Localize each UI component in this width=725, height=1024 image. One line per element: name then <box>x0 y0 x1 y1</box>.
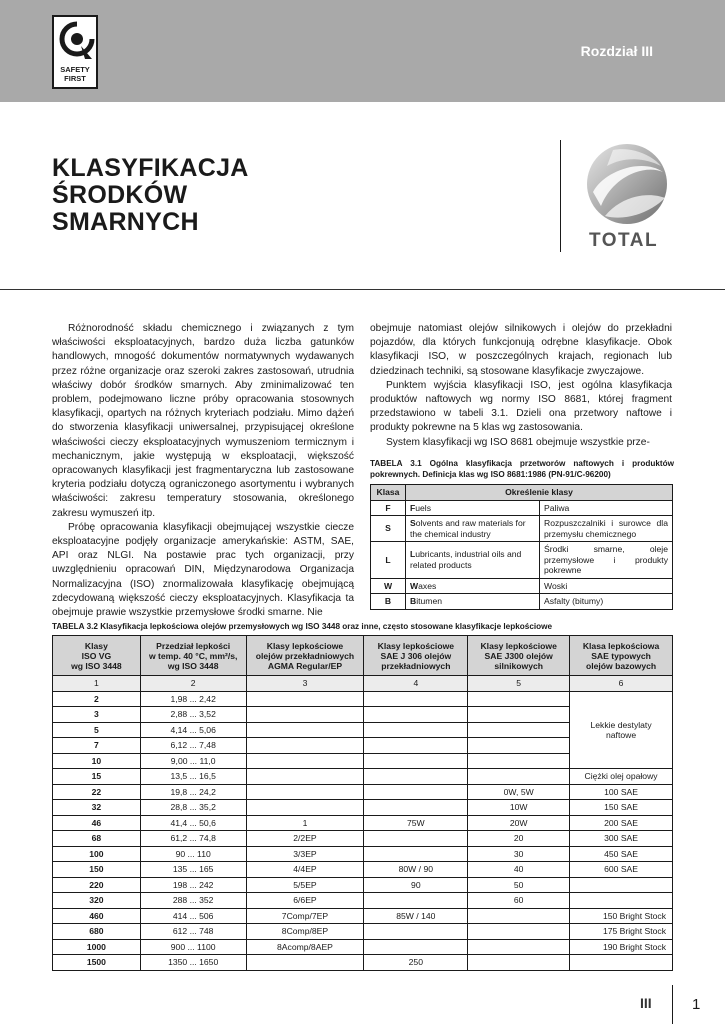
sae-j306-class <box>364 831 468 847</box>
class-name-rest: olvents and raw materials for the chemical industry <box>410 518 526 539</box>
table-product-classes <box>370 484 673 610</box>
table2-header-cell <box>53 636 141 676</box>
agma-class: 8Comp/8EP <box>246 924 364 940</box>
iso-vg-class: 15 <box>53 769 141 785</box>
sae-j300-class <box>468 939 570 955</box>
table-row <box>53 800 673 816</box>
agma-class: 4/4EP <box>246 862 364 878</box>
table2-body <box>53 676 673 971</box>
iso-vg-class: 100 <box>53 846 141 862</box>
table-row <box>53 955 673 971</box>
header-line: olejów bazowych <box>585 660 657 671</box>
iso-vg-class: 68 <box>53 831 141 847</box>
safety-first-logo <box>52 15 98 89</box>
class-initial: L <box>410 549 416 560</box>
class-name-pl: Asfalty (bitumy) <box>540 594 673 610</box>
sae-j306-class <box>364 893 468 909</box>
column-number: 1 <box>53 676 141 692</box>
viscosity-range: 612 ... 748 <box>140 924 246 940</box>
header-line: silnikowych <box>494 660 544 671</box>
viscosity-range: 90 ... 110 <box>140 846 246 862</box>
agma-class: 2/2EP <box>246 831 364 847</box>
class-name-en <box>406 594 540 610</box>
base-oil-class <box>570 893 673 909</box>
viscosity-range: 1350 ... 1650 <box>140 955 246 971</box>
table-row <box>53 893 673 909</box>
title-divider <box>560 140 561 252</box>
header-line: SAE J300 olejów <box>484 650 553 661</box>
iso-vg-class: 1000 <box>53 939 141 955</box>
header-line: SAE J 306 olejów <box>380 650 452 661</box>
sae-j300-class: 10W <box>468 800 570 816</box>
sae-j300-class <box>468 691 570 707</box>
agma-class: 1 <box>246 815 364 831</box>
class-initial: S <box>410 518 416 528</box>
table1-header-class: Klasa <box>371 485 406 501</box>
agma-class <box>246 738 364 754</box>
agma-class <box>246 753 364 769</box>
class-name-en <box>406 578 540 594</box>
table-row <box>53 877 673 893</box>
header-line: wg ISO 3448 <box>167 660 219 671</box>
class-name-en <box>406 542 540 579</box>
sae-j300-class: 30 <box>468 846 570 862</box>
class-name-rest: itumen <box>416 596 443 606</box>
table-row <box>371 500 673 516</box>
column-number-row <box>53 676 673 692</box>
iso-vg-class: 150 <box>53 862 141 878</box>
sae-j300-class <box>468 908 570 924</box>
table2-header-cell <box>140 636 246 676</box>
total-wordmark: TOTAL <box>589 230 659 251</box>
iso-vg-class: 22 <box>53 784 141 800</box>
sae-j306-class <box>364 722 468 738</box>
column-number: 6 <box>570 676 673 692</box>
page-title: KLASYFIKACJA ŚRODKÓW SMARNYCH <box>52 154 249 236</box>
table-row <box>53 862 673 878</box>
class-initial: W <box>410 580 419 591</box>
sae-j306-class: 75W <box>364 815 468 831</box>
sae-j306-class: 250 <box>364 955 468 971</box>
total-brand-icon <box>583 140 669 230</box>
table2-header-cell <box>468 636 570 676</box>
sae-j306-class <box>364 846 468 862</box>
sae-j306-class <box>364 800 468 816</box>
viscosity-range: 28,8 ... 35,2 <box>140 800 246 816</box>
sae-j300-class: 0W, 5W <box>468 784 570 800</box>
class-name-rest: uels <box>415 502 432 513</box>
sae-j306-class <box>364 924 468 940</box>
header-line: SAE typowych <box>591 650 651 661</box>
paragraph: Punktem wyjścia klasyfikacji ISO, jest ogólna klasyfikacja produktów naftowych wg normy ISO 8681, której fragment przedstawiono w tabeli 3.1. Dzieli ona przetwory naftowe i produkty pokrewne na 5 klas wg zastosowania. <box>370 379 672 434</box>
viscosity-range: 198 ... 242 <box>140 877 246 893</box>
header-rule <box>0 289 725 290</box>
table-row <box>53 908 673 924</box>
header-line: Klasy lepkościowe <box>480 640 557 651</box>
table1-header-definition: Określenie klasy <box>406 485 673 501</box>
agma-class <box>246 800 364 816</box>
sae-j300-class: 20W <box>468 815 570 831</box>
agma-class <box>246 707 364 723</box>
table2-header-cell <box>364 636 468 676</box>
table-viscosity-classes <box>52 635 673 971</box>
viscosity-range: 19,8 ... 24,2 <box>140 784 246 800</box>
agma-class <box>246 784 364 800</box>
viscosity-range: 41,4 ... 50,6 <box>140 815 246 831</box>
table-row <box>53 924 673 940</box>
table-row <box>53 939 673 955</box>
base-oil-class-merged: Lekkie destylaty naftowe <box>570 691 673 769</box>
agma-class <box>246 955 364 971</box>
base-oil-class: 150 Bright Stock <box>570 908 673 924</box>
base-oil-class: 190 Bright Stock <box>570 939 673 955</box>
iso-vg-class: 32 <box>53 800 141 816</box>
table-row <box>371 542 673 579</box>
base-oil-class <box>570 877 673 893</box>
class-name-en <box>406 500 540 516</box>
base-oil-class: 100 SAE <box>570 784 673 800</box>
column-number: 5 <box>468 676 570 692</box>
agma-class: 6/6EP <box>246 893 364 909</box>
class-code: W <box>371 578 406 594</box>
agma-class: 7Comp/7EP <box>246 908 364 924</box>
table-row <box>371 516 673 542</box>
footer-divider <box>672 985 673 1024</box>
class-name-rest: ubricants, industrial oils and related products <box>410 549 522 570</box>
class-code: B <box>371 594 406 610</box>
table1-body <box>371 500 673 609</box>
base-oil-class: 175 Bright Stock <box>570 924 673 940</box>
agma-class: 8Acomp/8AEP <box>246 939 364 955</box>
iso-vg-class: 460 <box>53 908 141 924</box>
table2-header-row <box>53 636 673 676</box>
sae-j300-class <box>468 738 570 754</box>
page-number: 1 <box>692 996 701 1013</box>
header-line: przekładniowych <box>381 660 451 671</box>
text-column-left <box>52 322 354 620</box>
table2-header-cell <box>570 636 673 676</box>
table-row <box>371 578 673 594</box>
base-oil-class <box>570 955 673 971</box>
column-number: 2 <box>140 676 246 692</box>
class-initial: B <box>410 596 417 606</box>
header-line: olejów przekładniowych <box>255 650 355 661</box>
class-name-pl: Woski <box>540 578 673 594</box>
viscosity-range: 4,14 ... 5,06 <box>140 722 246 738</box>
safety-logo-text: SAFETY FIRST <box>60 65 90 83</box>
agma-class <box>246 722 364 738</box>
iso-vg-class: 220 <box>53 877 141 893</box>
header-line: wg ISO 3448 <box>71 660 122 671</box>
sae-j306-class <box>364 738 468 754</box>
table2-caption: TABELA 3.2 Klasyfikacja lepkościowa olejów przemysłowych wg ISO 3448 oraz inne, często stosowane klasyfikacje lepkościowe <box>52 622 553 631</box>
chapter-label: Rozdział III <box>580 43 653 59</box>
footer-chapter-number: III <box>640 995 652 1011</box>
table-row <box>53 815 673 831</box>
sae-j300-class <box>468 955 570 971</box>
sae-j300-class: 20 <box>468 831 570 847</box>
agma-class: 5/5EP <box>246 877 364 893</box>
sae-j300-class: 40 <box>468 862 570 878</box>
table-row <box>53 784 673 800</box>
paragraph: System klasyfikacji wg ISO 8681 obejmuje wszystkie prze- <box>386 436 650 448</box>
base-oil-class: 600 SAE <box>570 862 673 878</box>
viscosity-range: 13,5 ... 16,5 <box>140 769 246 785</box>
viscosity-range: 9,00 ... 11,0 <box>140 753 246 769</box>
sae-j306-class <box>364 691 468 707</box>
viscosity-range: 135 ... 165 <box>140 862 246 878</box>
sae-j300-class <box>468 924 570 940</box>
paragraph: obejmuje natomiast olejów silnikowych i olejów do przekładni pojazdów, dla których funkcjonują odrębne klasyfikacje. Obok klasyfikacji ISO, w poszczególnych krajach, regionach lub dziedzinach techniki, są stosowane klasyfikacje zwyczajowe. <box>370 323 672 377</box>
agma-class <box>246 769 364 785</box>
viscosity-range: 288 ... 352 <box>140 893 246 909</box>
base-oil-class: 300 SAE <box>570 831 673 847</box>
header-line: ISO VG <box>81 650 112 661</box>
column-number: 3 <box>246 676 364 692</box>
table1-caption: TABELA 3.1 Ogólna klasyfikacja przetworów naftowych i produktów pokrewnych. Definicja klas wg ISO 8681:1986 (PN-91/C-96200) <box>370 459 674 479</box>
agma-class: 3/3EP <box>246 846 364 862</box>
iso-vg-class: 5 <box>53 722 141 738</box>
table-row <box>53 769 673 785</box>
table-row <box>53 846 673 862</box>
viscosity-range: 61,2 ... 74,8 <box>140 831 246 847</box>
class-code: F <box>371 500 406 516</box>
header-line: Klasa lepkościowa <box>582 640 660 651</box>
column-number: 4 <box>364 676 468 692</box>
sae-j306-class <box>364 707 468 723</box>
base-oil-class: 450 SAE <box>570 846 673 862</box>
base-oil-class: Ciężki olej opałowy <box>570 769 673 785</box>
class-initial: F <box>410 502 416 513</box>
sae-j300-class <box>468 707 570 723</box>
header-line: Klasy lepkościowe <box>377 640 455 651</box>
iso-vg-class: 46 <box>53 815 141 831</box>
sae-j300-class <box>468 769 570 785</box>
class-name-pl: Rozpuszczalniki i surowce dla przemysłu chemicznego <box>540 516 673 542</box>
class-name-pl: Środki smarne, oleje przemysłowe i produkty pokrewne <box>540 542 673 579</box>
class-name-rest: axes <box>418 580 437 591</box>
header-line: Klasy lepkościowe <box>266 640 344 651</box>
iso-vg-class: 680 <box>53 924 141 940</box>
sae-j306-class: 85W / 140 <box>364 908 468 924</box>
sae-j300-class <box>468 753 570 769</box>
viscosity-range: 2,88 ... 3,52 <box>140 707 246 723</box>
viscosity-range: 1,98 ... 2,42 <box>140 691 246 707</box>
safety-emblem-icon <box>59 21 95 63</box>
class-code: L <box>371 542 406 579</box>
header-line: Przedział lepkości <box>156 640 231 651</box>
sae-j306-class: 90 <box>364 877 468 893</box>
sae-j300-class: 60 <box>468 893 570 909</box>
agma-class <box>246 691 364 707</box>
class-name-pl: Paliwa <box>540 500 673 516</box>
class-code: S <box>371 516 406 542</box>
base-oil-class: 200 SAE <box>570 815 673 831</box>
sae-j306-class <box>364 753 468 769</box>
sae-j306-class <box>364 939 468 955</box>
sae-j300-class <box>468 722 570 738</box>
iso-vg-class: 1500 <box>53 955 141 971</box>
table-row <box>371 594 673 610</box>
class-name-en <box>406 516 540 542</box>
iso-vg-class: 2 <box>53 691 141 707</box>
iso-vg-class: 3 <box>53 707 141 723</box>
table2-header-cell <box>246 636 364 676</box>
iso-vg-class: 10 <box>53 753 141 769</box>
sae-j306-class <box>364 769 468 785</box>
text-column-right <box>370 322 672 450</box>
sae-j306-class: 80W / 90 <box>364 862 468 878</box>
viscosity-range: 414 ... 506 <box>140 908 246 924</box>
sae-j306-class <box>364 784 468 800</box>
viscosity-range: 900 ... 1100 <box>140 939 246 955</box>
paragraph: Różnorodność składu chemicznego i związanych z tym właściwości eksploatacyjnych, bardzo duża liczba gatunków handlowych, mnogość dokumentów normatywnych wydawanych przez różne organizacje oraz szeroki zakres zastosowań, utrudnia właściwy dobór środków smarnych. Aby zminimalizować ten problem, podejmowano liczne próby opracowania stosownych klasyfikacji, opartych na różnych kryteriach podziału. Mimo dążeń do stworzenia klasyfikacji uniwersalnej, przypisującej określone właściwości cieczy eksploatacyjnych wymuszeniom termicznym i mechanicznym, jakie występują w eksploatacji, większość opracowanych klasyfikacji jest fragmentaryczna lub zastosowane kryteria podziału dotyczą ograniczonego asortymentu i wybranych właściwości: zakresu temperatury stosowania, określonego zakresu wymuszeń itp. <box>52 323 354 519</box>
iso-vg-class: 7 <box>53 738 141 754</box>
table-row <box>53 691 673 707</box>
table-row <box>53 831 673 847</box>
header-line: w temp. 40 °C, mm²/s, <box>148 650 238 661</box>
header-line: AGMA Regular/EP <box>267 660 343 671</box>
viscosity-range: 6,12 ... 7,48 <box>140 738 246 754</box>
header-line: Klasy <box>84 640 108 651</box>
base-oil-class: 150 SAE <box>570 800 673 816</box>
iso-vg-class: 320 <box>53 893 141 909</box>
sae-j300-class: 50 <box>468 877 570 893</box>
paragraph: Próbę opracowania klasyfikacji obejmującej wszystkie ciecze eksploatacyjne podjęły organizacje amerykańskie: ASTM, SAE, API oraz NLGI. Na postawie prac tych organizacji, przy uwzględnieniu opracowań DIN, Międzynarodowa Organizacja Normalizacyjna (ISO) znormalizowała klasyfikację obejmującą zdecydowaną większość cieczy eksploatacyjnych. Klasyfikacja ta obejmuje prawie wszystkie przemysłowe środki smarne. Nie <box>52 521 354 619</box>
